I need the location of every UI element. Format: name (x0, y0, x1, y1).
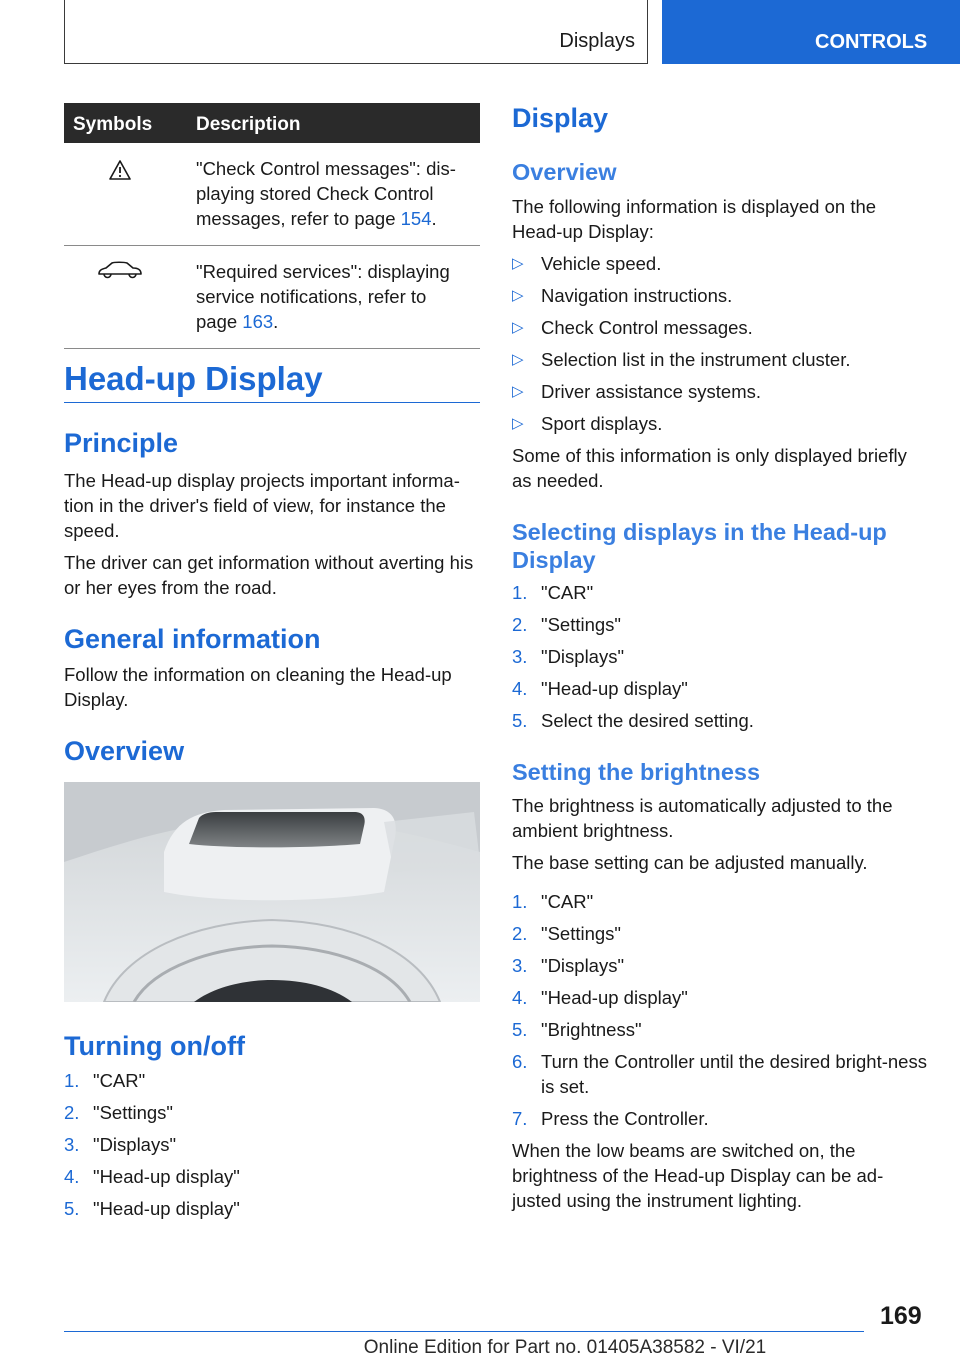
list-item: 6. Turn the Controller until the desired bright-ness is set. (512, 1051, 927, 1097)
list-item: 3. "Displays" (512, 955, 625, 976)
list-item: 5. "Head-up display" (64, 1198, 240, 1219)
table-row (64, 143, 480, 246)
brightness-heading: Setting the brightness (512, 759, 761, 785)
warning-triangle-icon (64, 159, 176, 187)
selecting-heading: Selecting displays in the Head-up Display (512, 519, 887, 573)
list-item: 5. Select the desired setting. (512, 710, 754, 731)
list-item: ▷ Sport displays. (512, 413, 663, 434)
list-item: 2. "Settings" (64, 1102, 173, 1123)
page-number: 169 (880, 1302, 922, 1330)
overview-text: The following information is displayed on the Head-up Display: (512, 196, 877, 242)
row-description: "Required services": displaying service notifications, refer to page 163. (196, 261, 450, 332)
general-info-heading: General information (64, 624, 321, 654)
list-item: ▷ Navigation instructions. (512, 285, 733, 306)
list-item: ▷ Check Control messages. (512, 317, 753, 338)
turning-steps (64, 1068, 480, 1228)
col-description: Description (196, 114, 301, 135)
list-item: 3. "Displays" (512, 646, 625, 667)
list-item: 4. "Head-up display" (64, 1166, 240, 1187)
list-item: 1. "CAR" (64, 1070, 146, 1091)
list-item: 2. "Settings" (512, 923, 621, 944)
principle-heading: Principle (64, 428, 179, 458)
symbols-table (64, 103, 480, 349)
header-box (64, 0, 648, 64)
table-row (64, 246, 480, 349)
list-item: 4. "Head-up display" (512, 678, 688, 699)
principle-text-2: The driver can get information without averting his or her eyes from the road. (64, 552, 474, 598)
brightness-text: The brightness is automatically adjusted to the ambient brightness. (512, 795, 893, 841)
brightness-steps (512, 889, 928, 1131)
row-description: "Check Control messages": dis- playing stored Check Control messages, refer to page 154. (196, 158, 456, 229)
footer-rule (64, 1331, 864, 1332)
list-item: ▷ Vehicle speed. (512, 253, 662, 274)
col-symbols: Symbols (73, 114, 153, 135)
page-link[interactable]: 163 (242, 311, 274, 332)
overview-heading-left: Overview (64, 736, 185, 766)
table-header (64, 103, 480, 143)
brightness-text-3: When the low beams are switched on, the brightness of the Head-up Display can be ad-justed using the instrument lighting. (512, 1140, 884, 1211)
page-link[interactable]: 154 (400, 208, 432, 229)
list-item: 2. "Settings" (512, 614, 621, 635)
list-item: 7. Press the Controller. (512, 1108, 709, 1129)
list-item: 3. "Displays" (64, 1134, 177, 1155)
chapter-tab-label: CONTROLS (815, 31, 928, 53)
chapter-tab[interactable] (662, 0, 960, 64)
general-info-text: Follow the information on cleaning the Head-up Display. (64, 664, 452, 710)
list-item: ▷ Selection list in the instrument cluster. (512, 349, 851, 370)
turning-heading: Turning on/off (64, 1031, 245, 1061)
list-item: 4. "Head-up display" (512, 987, 688, 1008)
overview-list (512, 251, 928, 436)
display-heading: Display (512, 103, 609, 133)
overview-text-2: Some of this information is only displayed briefly as needed. (512, 445, 907, 491)
section-title: Displays (559, 30, 635, 52)
head-up-display-photo (64, 782, 480, 1002)
list-item: 1. "CAR" (512, 891, 594, 912)
overview-heading-right: Overview (512, 159, 617, 185)
list-item: 1. "CAR" (512, 582, 594, 603)
brightness-text-2: The base setting can be adjusted manually. (512, 852, 868, 873)
page-title: Head-up Display (64, 360, 323, 397)
list-item: 5. "Brightness" (512, 1019, 642, 1040)
principle-text: The Head-up display projects important informa-tion in the driver's field of view, for instance the speed. (64, 470, 460, 541)
footer-edition: Online Edition for Part no. 01405A38582 - VI/21 (363, 1337, 767, 1358)
title-rule (64, 402, 480, 403)
selecting-steps (512, 580, 928, 740)
car-service-icon (64, 258, 176, 286)
list-item: ▷ Driver assistance systems. (512, 381, 761, 402)
